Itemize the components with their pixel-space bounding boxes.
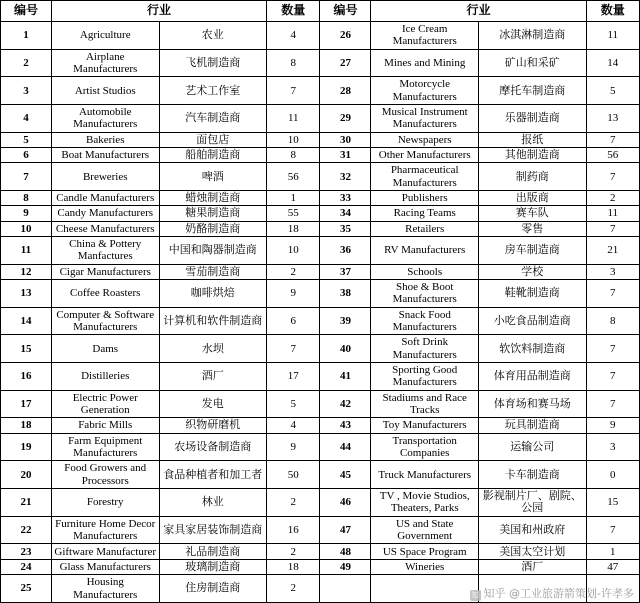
header-right-id: 编号: [320, 1, 371, 22]
row-qty: 56: [267, 163, 320, 191]
row-industry-cn: 报纸: [478, 132, 586, 147]
row-qty: 4: [267, 418, 320, 433]
row-industry-en: Artist Studios: [51, 77, 159, 105]
row-industry-cn: 啤酒: [159, 163, 267, 191]
row-industry-cn: 小吃食品制造商: [478, 307, 586, 335]
row-qty: 7: [267, 77, 320, 105]
row-id: 24: [1, 559, 52, 574]
row-industry-en: Electric Power Generation: [51, 390, 159, 418]
row-industry-en: Coffee Roasters: [51, 280, 159, 308]
row-industry-en: Cheese Manufacturers: [51, 221, 159, 236]
row-industry-en: Racing Teams: [371, 206, 479, 221]
table-row: [1, 280, 640, 308]
row-id: 16: [1, 363, 52, 391]
row-qty: 18: [267, 559, 320, 574]
row-qty: 7: [586, 221, 639, 236]
row-id: 43: [320, 418, 371, 433]
row-id-empty: [320, 575, 371, 603]
row-industry-en: Candy Manufacturers: [51, 206, 159, 221]
row-id: 41: [320, 363, 371, 391]
row-industry-en: Glass Manufacturers: [51, 559, 159, 574]
row-industry-en: Agriculture: [51, 22, 159, 50]
header-left-id: 编号: [1, 1, 52, 22]
row-industry-en: Snack Food Manufacturers: [371, 307, 479, 335]
row-id: 32: [320, 163, 371, 191]
row-qty: 2: [267, 264, 320, 279]
row-industry-en: Wineries: [371, 559, 479, 574]
row-industry-cn: 学校: [478, 264, 586, 279]
row-industry-cn: 汽车制造商: [159, 105, 267, 133]
row-qty: 7: [586, 390, 639, 418]
row-id: 28: [320, 77, 371, 105]
row-id: 15: [1, 335, 52, 363]
table-row: [1, 335, 640, 363]
row-id: 25: [1, 575, 52, 603]
row-id: 49: [320, 559, 371, 574]
row-industry-cn: 蜡烛制造商: [159, 191, 267, 206]
row-qty: 9: [267, 433, 320, 461]
row-industry-cn: 中国和陶器制造商: [159, 237, 267, 265]
row-industry-en: Fabric Mills: [51, 418, 159, 433]
row-industry-en: Forestry: [51, 489, 159, 517]
row-id: 40: [320, 335, 371, 363]
row-qty: 7: [586, 516, 639, 544]
table-row: [1, 461, 640, 489]
row-industry-en: Boat Manufacturers: [51, 148, 159, 163]
row-id: 11: [1, 237, 52, 265]
row-industry-cn: 咖啡烘焙: [159, 280, 267, 308]
row-industry-cn: 卡车制造商: [478, 461, 586, 489]
row-industry-cn: 住房制造商: [159, 575, 267, 603]
row-id: 42: [320, 390, 371, 418]
row-id: 17: [1, 390, 52, 418]
row-industry-en: Computer & Software Manufacturers: [51, 307, 159, 335]
row-industry-en: Furniture Home Decor Manufacturers: [51, 516, 159, 544]
row-qty: 16: [267, 516, 320, 544]
row-id: 47: [320, 516, 371, 544]
row-industry-en: Truck Manufacturers: [371, 461, 479, 489]
row-qty: 1: [267, 191, 320, 206]
row-id: 23: [1, 544, 52, 559]
row-industry-en: Cigar Manufacturers: [51, 264, 159, 279]
row-id: 18: [1, 418, 52, 433]
row-qty: 7: [267, 335, 320, 363]
row-industry-cn: 农场设备制造商: [159, 433, 267, 461]
row-industry-cn: 酒厂: [159, 363, 267, 391]
row-id: 33: [320, 191, 371, 206]
row-qty-empty: [586, 575, 639, 603]
row-industry-en: Other Manufacturers: [371, 148, 479, 163]
row-industry-cn: 制药商: [478, 163, 586, 191]
row-id: 22: [1, 516, 52, 544]
row-industry-cn: 酒厂: [478, 559, 586, 574]
row-qty: 47: [586, 559, 639, 574]
row-industry-en: Schools: [371, 264, 479, 279]
row-industry-en: Motorcycle Manufacturers: [371, 77, 479, 105]
row-industry-cn: 水坝: [159, 335, 267, 363]
row-qty: 2: [267, 544, 320, 559]
row-qty: 21: [586, 237, 639, 265]
row-industry-cn: 农业: [159, 22, 267, 50]
table-row: [1, 206, 640, 221]
row-industry-en: TV , Movie Studios, Theaters, Parks: [371, 489, 479, 517]
row-industry-cn: 玻璃制造商: [159, 559, 267, 574]
row-industry-en: Dams: [51, 335, 159, 363]
row-industry-cn: 礼品制造商: [159, 544, 267, 559]
row-id: 8: [1, 191, 52, 206]
row-industry-cn: 发电: [159, 390, 267, 418]
row-industry-cn: 雪茄制造商: [159, 264, 267, 279]
table-row: [1, 132, 640, 147]
row-qty: 7: [586, 335, 639, 363]
row-id: 21: [1, 489, 52, 517]
row-id: 20: [1, 461, 52, 489]
row-id: 35: [320, 221, 371, 236]
row-industry-en: Newspapers: [371, 132, 479, 147]
row-industry-cn: 体育场和赛马场: [478, 390, 586, 418]
row-industry-en: Giftware Manufacturer: [51, 544, 159, 559]
row-industry-en: Ice Cream Manufacturers: [371, 22, 479, 50]
row-id: 27: [320, 49, 371, 77]
row-id: 7: [1, 163, 52, 191]
row-id: 44: [320, 433, 371, 461]
row-id: 48: [320, 544, 371, 559]
row-industry-cn: 房车制造商: [478, 237, 586, 265]
header-right-qty: 数量: [586, 1, 639, 22]
table-row: [1, 237, 640, 265]
row-id: 13: [1, 280, 52, 308]
row-qty: 8: [267, 148, 320, 163]
row-industry-en: Sporting Good Manufacturers: [371, 363, 479, 391]
table-row: [1, 363, 640, 391]
row-industry-cn: 其他制造商: [478, 148, 586, 163]
row-qty: 3: [586, 433, 639, 461]
table-row: [1, 489, 640, 517]
row-industry-en: Musical Instrument Manufacturers: [371, 105, 479, 133]
row-qty: 11: [586, 206, 639, 221]
row-qty: 5: [267, 390, 320, 418]
row-id: 46: [320, 489, 371, 517]
row-industry-en: Retailers: [371, 221, 479, 236]
row-industry-en: Farm Equipment Manufacturers: [51, 433, 159, 461]
row-industry-cn: 织物研磨机: [159, 418, 267, 433]
row-industry-cn: 鞋靴制造商: [478, 280, 586, 308]
row-id: 39: [320, 307, 371, 335]
row-id: 31: [320, 148, 371, 163]
row-industry-en: RV Manufacturers: [371, 237, 479, 265]
row-qty: 9: [267, 280, 320, 308]
row-industry-en: Publishers: [371, 191, 479, 206]
row-industry-cn: 美国和州政府: [478, 516, 586, 544]
row-industry-cn: 摩托车制造商: [478, 77, 586, 105]
row-industry-en: China & Pottery Manfactures: [51, 237, 159, 265]
row-id: 38: [320, 280, 371, 308]
row-id: 34: [320, 206, 371, 221]
row-id: 45: [320, 461, 371, 489]
row-industry-en: Distilleries: [51, 363, 159, 391]
row-id: 37: [320, 264, 371, 279]
header-right-industry: 行业: [371, 1, 586, 22]
row-qty: 7: [586, 280, 639, 308]
row-id: 14: [1, 307, 52, 335]
row-industry-cn: 零售: [478, 221, 586, 236]
row-industry-cn: 面包店: [159, 132, 267, 147]
row-industry-cn: 出版商: [478, 191, 586, 206]
row-industry-en: US and State Government: [371, 516, 479, 544]
row-industry-cn: 影视制片厂、剧院、公园: [478, 489, 586, 517]
row-industry-en: Breweries: [51, 163, 159, 191]
row-industry-en: Candle Manufacturers: [51, 191, 159, 206]
row-id: 5: [1, 132, 52, 147]
row-industry-cn: 糖果制造商: [159, 206, 267, 221]
row-qty: 5: [586, 77, 639, 105]
row-id: 1: [1, 22, 52, 50]
row-industry-cn: 艺术工作室: [159, 77, 267, 105]
row-industry-en: US Space Program: [371, 544, 479, 559]
row-industry-cn: 林业: [159, 489, 267, 517]
watermark-text: 知乎 @工业旅游箭策划-许孝多: [483, 587, 634, 600]
row-industry-cn: 美国太空计划: [478, 544, 586, 559]
row-industry-cn: 运输公司: [478, 433, 586, 461]
table-row: [1, 418, 640, 433]
row-qty: 10: [267, 237, 320, 265]
row-industry-en: Shoe & Boot Manufacturers: [371, 280, 479, 308]
row-industry-en: Pharmaceutical Manufacturers: [371, 163, 479, 191]
row-id: 12: [1, 264, 52, 279]
row-id: 36: [320, 237, 371, 265]
row-industry-cn: 乐器制造商: [478, 105, 586, 133]
table-row: [1, 191, 640, 206]
row-qty: 7: [586, 363, 639, 391]
row-qty: 8: [267, 49, 320, 77]
table-row: [1, 221, 640, 236]
row-industry-cn: 食品种植者和加工者: [159, 461, 267, 489]
table-row: [1, 77, 640, 105]
row-qty: 2: [267, 575, 320, 603]
row-industry-en: Airplane Manufacturers: [51, 49, 159, 77]
row-industry-en: Bakeries: [51, 132, 159, 147]
zhihu-logo-icon: 知: [471, 591, 480, 600]
row-industry-en: Soft Drink Manufacturers: [371, 335, 479, 363]
row-qty: 3: [586, 264, 639, 279]
row-qty: 2: [267, 489, 320, 517]
row-industry-cn: 矿山和采矿: [478, 49, 586, 77]
row-qty: 11: [267, 105, 320, 133]
row-industry-cn: 冰淇淋制造商: [478, 22, 586, 50]
row-id: 19: [1, 433, 52, 461]
header-left-qty: 数量: [267, 1, 320, 22]
table-row: [1, 307, 640, 335]
row-qty: 6: [267, 307, 320, 335]
row-qty: 7: [586, 163, 639, 191]
row-id: 10: [1, 221, 52, 236]
row-id: 2: [1, 49, 52, 77]
row-qty: 4: [267, 22, 320, 50]
row-industry-en: Food Growers and Processors: [51, 461, 159, 489]
row-industry-cn: 奶酪制造商: [159, 221, 267, 236]
row-qty: 18: [267, 221, 320, 236]
row-qty: 2: [586, 191, 639, 206]
row-id: 4: [1, 105, 52, 133]
table-row: [1, 163, 640, 191]
row-industry-en: Mines and Mining: [371, 49, 479, 77]
table-header: [1, 1, 640, 22]
row-qty: 55: [267, 206, 320, 221]
row-industry-cn: 飞机制造商: [159, 49, 267, 77]
row-industry-cn: 赛车队: [478, 206, 586, 221]
row-industry-en: Automobile Manufacturers: [51, 105, 159, 133]
row-qty: 15: [586, 489, 639, 517]
header-left-industry: 行业: [51, 1, 266, 22]
row-industry-cn: 体育用品制造商: [478, 363, 586, 391]
table-header-row: [1, 1, 640, 22]
table-row: [1, 148, 640, 163]
row-qty: 1: [586, 544, 639, 559]
row-qty: 56: [586, 148, 639, 163]
row-id: 30: [320, 132, 371, 147]
row-qty: 14: [586, 49, 639, 77]
row-industry-en-empty: [371, 575, 479, 603]
row-industry-cn-empty: [478, 575, 586, 603]
table-row: [1, 390, 640, 418]
row-id: 26: [320, 22, 371, 50]
row-id: 29: [320, 105, 371, 133]
row-industry-en: Toy Manufacturers: [371, 418, 479, 433]
row-industry-cn: 船舶制造商: [159, 148, 267, 163]
row-qty: 0: [586, 461, 639, 489]
row-qty: 7: [586, 132, 639, 147]
table-body: [1, 22, 640, 603]
row-qty: 13: [586, 105, 639, 133]
row-qty: 9: [586, 418, 639, 433]
row-industry-cn: 玩具制造商: [478, 418, 586, 433]
table-row: [1, 516, 640, 544]
table-row: [1, 559, 640, 574]
row-industry-en: Stadiums and Race Tracks: [371, 390, 479, 418]
row-industry-cn: 软饮料制造商: [478, 335, 586, 363]
row-qty: 17: [267, 363, 320, 391]
row-qty: 8: [586, 307, 639, 335]
row-industry-en: Housing Manufacturers: [51, 575, 159, 603]
table-row: [1, 49, 640, 77]
row-industry-cn: 计算机和软件制造商: [159, 307, 267, 335]
row-qty: 50: [267, 461, 320, 489]
row-id: 3: [1, 77, 52, 105]
table-row: [1, 575, 640, 603]
table-row: [1, 433, 640, 461]
row-id: 6: [1, 148, 52, 163]
row-id: 9: [1, 206, 52, 221]
table-row: [1, 22, 640, 50]
row-industry-en: Transportation Companies: [371, 433, 479, 461]
row-qty: 10: [267, 132, 320, 147]
table-row: [1, 544, 640, 559]
row-qty: 11: [586, 22, 639, 50]
table-row: [1, 264, 640, 279]
table-row: [1, 105, 640, 133]
row-industry-cn: 家具家居装饰制造商: [159, 516, 267, 544]
